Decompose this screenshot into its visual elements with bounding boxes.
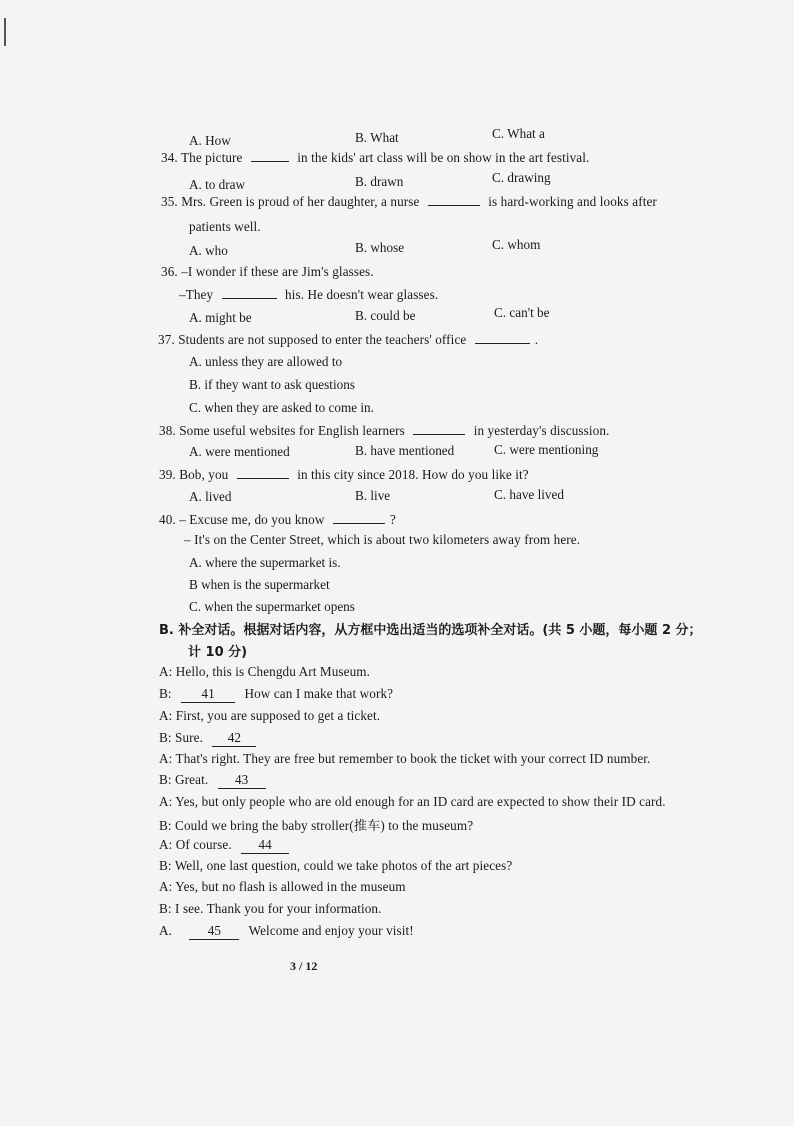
- q37-option-a: A. unless they are allowed to: [189, 354, 343, 369]
- blank-44: 44: [241, 837, 289, 854]
- page-number: 3 / 12: [290, 959, 318, 973]
- answer-blank: [251, 149, 289, 162]
- dialogue-line: A. 45 Welcome and enjoy your visit!: [159, 923, 414, 938]
- question-35-stem: 35. Mrs. Green is proud of her daughter, a nurse is hard-working and looks after: [161, 194, 657, 209]
- scan-artifact: [4, 18, 6, 46]
- dialogue-line: A: Of course. 44: [159, 837, 295, 854]
- answer-blank: [413, 422, 465, 435]
- q37-option-c: C. when they are asked to come in.: [189, 400, 374, 415]
- blank-43: 43: [218, 772, 266, 789]
- question-36-reply: –They his. He doesn't wear glasses.: [179, 287, 439, 302]
- q36-option-b: B. could be: [355, 308, 416, 323]
- dialogue-line: B: Well, one last question, could we take photos of the art pieces?: [159, 858, 513, 873]
- answer-blank: [475, 331, 530, 344]
- question-40-stem: 40. – Excuse me, do you know ?: [159, 512, 396, 527]
- blank-41: 41: [181, 686, 235, 703]
- blank-45: 45: [189, 923, 239, 940]
- q36-option-c: C. can't be: [494, 305, 550, 320]
- q40-option-b: B when is the supermarket: [189, 577, 330, 592]
- q33-option-c: C. What a: [492, 126, 545, 141]
- question-35-stem-continued: patients well.: [189, 219, 261, 234]
- dialogue-line: A: That's right. They are free but remember to book the ticket with your correct ID number.: [159, 751, 651, 766]
- q35-option-c: C. whom: [492, 237, 541, 252]
- blank-42: 42: [212, 730, 256, 747]
- dialogue-line: B: Could we bring the baby stroller(推车) to the museum?: [159, 818, 474, 833]
- q35-option-a: A. who: [189, 243, 228, 258]
- q39-option-a: A. lived: [189, 489, 232, 504]
- dialogue-line: A: Yes, but no flash is allowed in the museum: [159, 879, 406, 894]
- q39-option-c: C. have lived: [494, 487, 564, 502]
- answer-blank: [428, 193, 480, 206]
- answer-blank: [237, 466, 289, 479]
- q40-option-c: C. when the supermarket opens: [189, 599, 355, 614]
- question-34-stem: 34. The picture in the kids' art class will be on show in the art festival.: [161, 150, 590, 165]
- section-b-title-continued: 计 10 分): [188, 645, 248, 660]
- q38-option-a: A. were mentioned: [189, 444, 290, 459]
- q37-option-b: B. if they want to ask questions: [189, 377, 355, 392]
- dialogue-line: B: Great. 43: [159, 772, 272, 789]
- q39-option-b: B. live: [355, 488, 391, 503]
- dialogue-line: B: 41 How can I make that work?: [159, 686, 394, 701]
- dialogue-line: B: Sure. 42: [159, 730, 262, 747]
- dialogue-line: B: I see. Thank you for your information.: [159, 901, 382, 916]
- question-38-stem: 38. Some useful websites for English learners in yesterday's discussion.: [159, 423, 610, 438]
- question-39-stem: 39. Bob, you in this city since 2018. How do you like it?: [159, 467, 529, 482]
- question-40-reply: – It's on the Center Street, which is about two kilometers away from here.: [184, 532, 581, 547]
- q36-option-a: A. might be: [189, 310, 252, 325]
- q34-option-b: B. drawn: [355, 174, 404, 189]
- q40-option-a: A. where the supermarket is.: [189, 555, 341, 570]
- q35-option-b: B. whose: [355, 240, 405, 255]
- q33-option-a: A. How: [189, 133, 231, 148]
- dialogue-line: A: Yes, but only people who are old enough for an ID card are expected to show their ID card.: [159, 794, 666, 809]
- question-36-stem: 36. –I wonder if these are Jim's glasses.: [161, 264, 374, 279]
- q38-option-c: C. were mentioning: [494, 442, 599, 457]
- answer-blank: [222, 286, 277, 299]
- section-b-title: B. 补全对话。根据对话内容，从方框中选出适当的选项补全对话。(共 5 小题，每小题 2 分；: [159, 623, 702, 638]
- dialogue-line: A: First, you are supposed to get a ticket.: [159, 708, 381, 723]
- answer-blank: [333, 511, 385, 524]
- dialogue-line: A: Hello, this is Chengdu Art Museum.: [159, 664, 371, 679]
- question-37-stem: 37. Students are not supposed to enter the teachers' office .: [158, 332, 539, 347]
- q33-option-b: B. What: [355, 130, 399, 145]
- q34-option-a: A. to draw: [189, 177, 246, 192]
- q34-option-c: C. drawing: [492, 170, 551, 185]
- q38-option-b: B. have mentioned: [355, 443, 455, 458]
